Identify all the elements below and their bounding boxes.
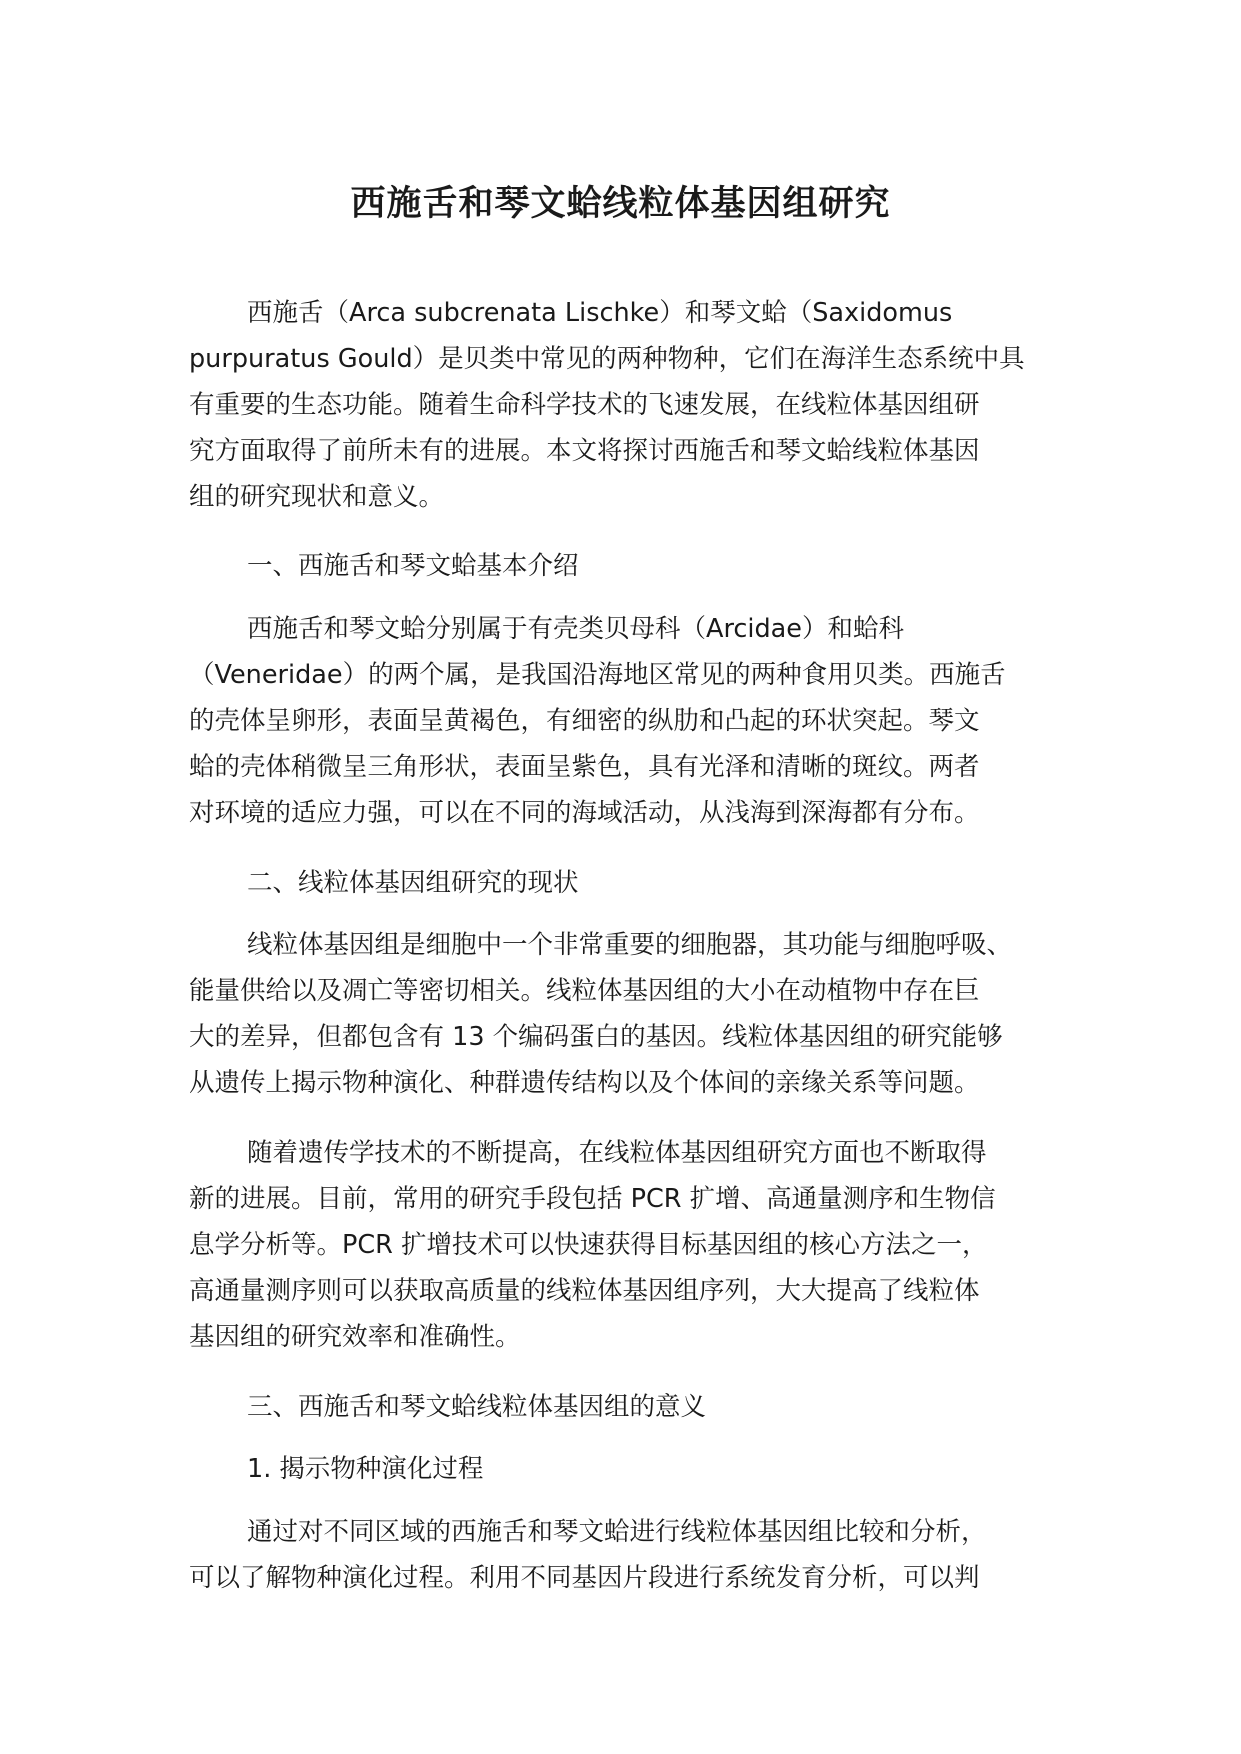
paragraph-section-2a [189, 922, 1089, 1106]
paragraph-line: 从遗传上揭示物种演化、种群遗传结构以及个体间的亲缘关系等问题。 [189, 1068, 980, 1098]
section-heading-2 [189, 860, 1089, 906]
paragraph-line: 大的差异，但都包含有 13 个编码蛋白的基因。线粒体基因组的研究能够 [189, 1022, 1003, 1052]
heading-line: 一、西施舌和琴文蛤基本介绍 [247, 551, 579, 581]
paragraph-line: （Veneridae）的两个属，是我国沿海地区常见的两种食用贝类。西施舌 [189, 660, 1006, 690]
paragraph-line: 蛤的壳体稍微呈三角形状，表面呈紫色，具有光泽和清晰的斑纹。两者 [189, 752, 980, 782]
paragraph-section-3-1 [189, 1509, 1089, 1601]
paragraph-line: 线粒体基因组是细胞中一个非常重要的细胞器，其功能与细胞呼吸、 [247, 930, 1013, 960]
paragraph-line: 西施舌（Arca subcrenata Lischke）和琴文蛤（Saxidomus [247, 298, 953, 328]
paragraph-line: 对环境的适应力强，可以在不同的海域活动，从浅海到深海都有分布。 [189, 798, 980, 828]
heading-line: 1. 揭示物种演化过程 [247, 1454, 484, 1484]
paragraph-line: 能量供给以及凋亡等密切相关。线粒体基因组的大小在动植物中存在巨 [189, 976, 980, 1006]
paragraph-line: 高通量测序则可以获取高质量的线粒体基因组序列，大大提高了线粒体 [189, 1276, 980, 1306]
paragraph-section-2b [189, 1130, 1089, 1360]
paragraph-line: 基因组的研究效率和准确性。 [189, 1322, 521, 1352]
paragraph-line: 息学分析等。PCR 扩增技术可以快速获得目标基因组的核心方法之一， [189, 1230, 988, 1260]
paragraph-line: 组的研究现状和意义。 [189, 482, 445, 512]
heading-line: 二、线粒体基因组研究的现状 [247, 868, 579, 898]
paragraph-line: purpuratus Gould）是贝类中常见的两种物种，它们在海洋生态系统中具 [189, 344, 1025, 374]
paragraph-line: 通过对不同区域的西施舌和琴文蛤进行线粒体基因组比较和分析， [247, 1517, 987, 1547]
paragraph-intro [189, 290, 1089, 520]
section-heading-3 [189, 1384, 1089, 1430]
paragraph-line: 新的进展。目前，常用的研究手段包括 PCR 扩增、高通量测序和生物信 [189, 1184, 996, 1214]
paragraph-section-1 [189, 606, 1089, 836]
paragraph-line: 可以了解物种演化过程。利用不同基因片段进行系统发育分析，可以判 [189, 1563, 980, 1593]
paragraph-line: 的壳体呈卵形，表面呈黄褐色，有细密的纵肋和凸起的环状突起。琴文 [189, 706, 980, 736]
paragraph-line: 有重要的生态功能。随着生命科学技术的飞速发展，在线粒体基因组研 [189, 390, 980, 420]
paragraph-line: 随着遗传学技术的不断提高，在线粒体基因组研究方面也不断取得 [247, 1138, 987, 1168]
paragraph-line: 西施舌和琴文蛤分别属于有壳类贝母科（Arcidae）和蛤科 [247, 614, 904, 644]
section-heading-1 [189, 543, 1089, 589]
section-heading-3-1 [189, 1446, 1089, 1492]
paragraph-line: 究方面取得了前所未有的进展。本文将探讨西施舌和琴文蛤线粒体基因 [189, 436, 980, 466]
document-title: 西施舌和琴文蛤线粒体基因组研究 [350, 184, 891, 224]
heading-line: 三、西施舌和琴文蛤线粒体基因组的意义 [247, 1392, 707, 1422]
